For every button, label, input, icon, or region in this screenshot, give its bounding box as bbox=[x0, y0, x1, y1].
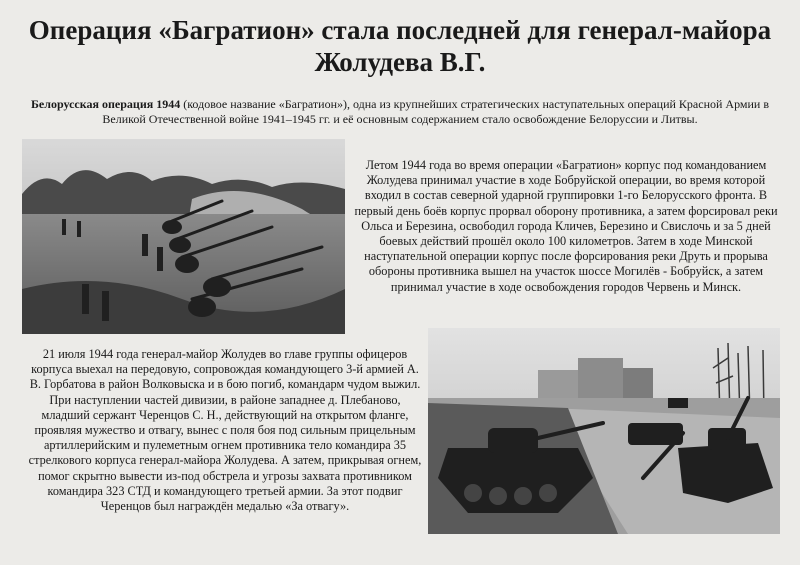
tank-column-illustration bbox=[428, 328, 780, 534]
intro-bold-term: Белорусская операция 1944 bbox=[30, 97, 181, 111]
artillery-battery-illustration bbox=[22, 139, 345, 334]
tank-column-photo bbox=[428, 328, 780, 534]
page-title: Операция «Багратион» стала последней для генерал-майора Жолудева В.Г. bbox=[28, 15, 772, 77]
intro-paragraph bbox=[30, 97, 770, 127]
bobruisk-operation-paragraph: Летом 1944 года во время операции «Багратион» корпус под командованием Жолудева принимал участие в ходе Бобруйской операции, во время которой входил в состав северной ударной группировки 1-го Белорусского фронта. В первый день боёв корпус прорвал оборону противника, а затем форсировал реки Ольса и Березина, освободил города Кличев, Березино и Свислочь и за 5 дней боевых действий прошёл около 100 километров. Затем в ходе Минской наступательной операции корпус после форсирования реки Друть и прорыва обороны противника вышел на участок шоссе Могилёв - Бобруйск, а затем принимал участие в ходе освобождения городов Червень и Минск. bbox=[354, 158, 778, 294]
intro-text: (кодовое название «Багратион»), одна из крупнейших стратегических наступательных операций Красной Армии в Великой Отечественной войне 1941–1945 гг. и её основным содержанием стало освобождение Белоруссии и Литвы. bbox=[102, 97, 770, 126]
artillery-battery-photo bbox=[22, 139, 345, 334]
cherentsov-feat-paragraph: 21 июля 1944 года генерал-майор Жолудев во главе группы офицеров корпуса выехал на передовую, сопровождая командующего 3-й армией А. В. Горбатова в район Волковыска и в бою погиб, командарм чудом выжил. При наступлении частей дивизии, в районе западнее д. Плебаново, младший сержант Черенцов С. Н., действующий на открытом фланге, проявляя мужество и отвагу, вынес с поля боя под сильным прицельным артиллерийским и пулеметным огнем противника тело командира 35 стрелкового корпуса генерал-майора Жолудева. А затем, прикрывая огнем, помог скрытно вывести из-под обстрела и угрозы захвата противником командира 323 СТД и командующего третьей армии. За этот подвиг Черенцов был награждён медалью «За отвагу». bbox=[28, 347, 422, 514]
